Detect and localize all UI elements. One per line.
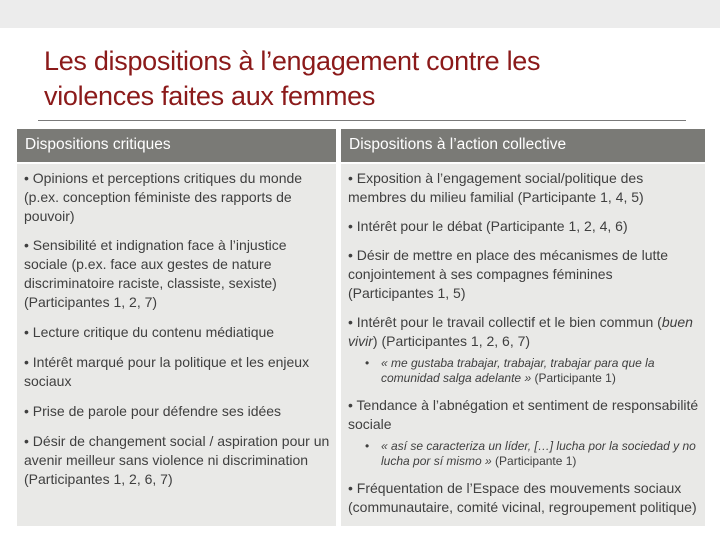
quote-text: « me gustaba trabajar, trabajar, trabajar para que la comunidad salga adelante » bbox=[381, 356, 655, 385]
slide-title bbox=[44, 44, 684, 114]
list-item: • Exposition à l’engagement social/politique des membres du milieu familial (Participante 1, 4, 5) bbox=[348, 170, 644, 205]
title-line-2: violences faites aux femmes bbox=[44, 81, 376, 111]
list-item: • Intérêt marqué pour la politique et les enjeux sociaux bbox=[24, 354, 310, 389]
list-item: • Tendance à l’abnégation et sentiment de responsabilité sociale bbox=[348, 397, 699, 432]
list-item: • Sensibilité et indignation face à l’injustice sociale (p.ex. face aux gestes de nature discriminatoire raciste, classiste, sexiste) (Participantes 1, 2, 7) bbox=[24, 237, 287, 310]
list-item: • Lecture critique du contenu médiatique bbox=[24, 324, 275, 340]
cell-critical bbox=[17, 164, 336, 526]
header-critical: Dispositions critiques bbox=[17, 129, 336, 162]
list-item: • Opinions et perceptions critiques du monde (p.ex. conception féministe des rapports de pouvoir) bbox=[24, 170, 303, 224]
title-line-1: Les dispositions à l’engagement contre les bbox=[44, 46, 541, 76]
list-item: • Désir de mettre en place des mécanismes de lutte conjointement à ses compagnes féminines (Participantes 1, 5) bbox=[348, 247, 669, 301]
top-band bbox=[0, 0, 720, 28]
column-critical bbox=[17, 129, 336, 487]
dispositions-table bbox=[17, 129, 705, 526]
list-item: • Désir de changement social / aspiration pour un avenir meilleur sans violence ni discrimination (Participantes 1, 2, 6, 7) bbox=[24, 433, 330, 487]
list-item bbox=[348, 313, 699, 351]
quote-text: « así se caracteriza un líder, […] lucha por la sociedad y no lucha por sí mismo » bbox=[381, 439, 696, 468]
list-item: • Fréquentation de l’Espace des mouvements sociaux (communautaire, comité vicinal, regroupement politique) bbox=[348, 480, 697, 515]
list-item: • Intérêt pour le débat (Participante 1, 2, 4, 6) bbox=[348, 218, 628, 234]
item-text-emphasis: buen vivir bbox=[348, 314, 693, 349]
cell-collective bbox=[341, 164, 705, 526]
quote-item bbox=[348, 356, 699, 386]
title-divider bbox=[38, 120, 686, 121]
sub-bullet: • bbox=[365, 356, 370, 370]
item-text: ) (Participantes 1, 2, 6, 7) bbox=[372, 333, 531, 349]
header-collective: Dispositions à l’action collective bbox=[341, 129, 705, 162]
item-text: • Intérêt pour le travail collectif et le bien commun ( bbox=[348, 314, 662, 330]
quote-attribution: (Participante 1) bbox=[531, 371, 616, 385]
quote-attribution: (Participante 1) bbox=[491, 454, 577, 468]
column-collective bbox=[341, 129, 705, 515]
quote-item bbox=[348, 439, 699, 469]
sub-bullet: • bbox=[365, 439, 370, 453]
list-item: • Prise de parole pour défendre ses idées bbox=[24, 403, 282, 419]
